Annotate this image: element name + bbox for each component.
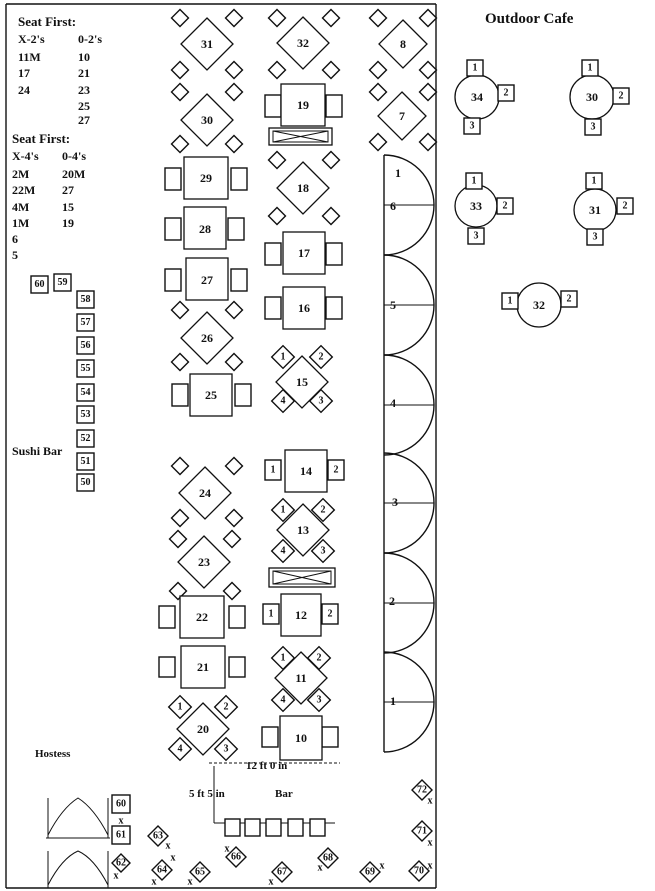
outdoor-table-32[interactable] — [502, 283, 577, 327]
seat-number: 1 — [177, 701, 183, 713]
service-station — [269, 568, 335, 587]
x-marker: x — [224, 843, 230, 855]
legend-item: 15 — [62, 200, 74, 214]
table-30[interactable] — [172, 84, 243, 153]
table-number: 32 — [533, 298, 545, 312]
legend-item: 24 — [18, 83, 30, 97]
table-number: 19 — [297, 98, 309, 112]
table-number: 31 — [589, 203, 601, 217]
booth-3: 3 — [392, 495, 398, 509]
booth-labels[interactable] — [389, 166, 401, 708]
seat-number: 3 — [473, 230, 479, 242]
bar-stool[interactable] — [245, 819, 260, 836]
outdoor-table-34[interactable] — [455, 60, 514, 134]
table-number: 26 — [201, 331, 213, 345]
table-22[interactable] — [159, 596, 245, 638]
sushi-seat-number: 55 — [80, 363, 91, 374]
table-10[interactable] — [262, 716, 338, 760]
seat-number: 2 — [622, 200, 628, 212]
legend-item: 6 — [12, 232, 18, 246]
seat-number: 3 — [590, 121, 596, 133]
seat-number: 2 — [566, 293, 572, 305]
svg-text:62: 62 — [116, 857, 126, 869]
table-25[interactable] — [172, 374, 251, 416]
table-number: 8 — [400, 37, 406, 51]
seat-number: 2 — [318, 351, 324, 363]
seat-number: 3 — [223, 743, 229, 755]
seat-number: 3 — [316, 694, 322, 706]
table-number: 25 — [205, 388, 217, 402]
seat-number: 1 — [587, 62, 593, 74]
svg-text:68: 68 — [323, 852, 333, 864]
svg-text:72: 72 — [417, 784, 427, 796]
seat-number: 2 — [223, 701, 229, 713]
table-number: 33 — [470, 199, 482, 213]
table-number: 13 — [297, 523, 309, 537]
x-marker: x — [268, 876, 274, 888]
seat-number: 2 — [503, 87, 509, 99]
seat-number: 2 — [333, 464, 339, 476]
bar-stool[interactable] — [288, 819, 303, 836]
legend-item: 22M — [12, 183, 36, 197]
x-marker: x — [317, 862, 323, 874]
svg-text:61: 61 — [116, 829, 126, 841]
bar-stool[interactable] — [310, 819, 325, 836]
sushi-bar-seats[interactable] — [31, 274, 94, 491]
table-16[interactable] — [265, 287, 342, 329]
svg-text:67: 67 — [277, 866, 287, 878]
sushi-seat-number: 54 — [80, 387, 91, 398]
table-number: 10 — [295, 731, 307, 745]
table-number: 22 — [196, 610, 208, 624]
hostess-label: Hostess — [35, 748, 71, 760]
table-32[interactable] — [269, 10, 340, 79]
table-number: 23 — [198, 555, 210, 569]
legend-item: 19 — [62, 216, 74, 230]
booth-1-upper: 1 — [395, 166, 401, 180]
x-marker: x — [151, 876, 157, 888]
outdoor-cafe-title: Outdoor Cafe — [485, 11, 574, 27]
seat-number: 2 — [320, 504, 326, 516]
seat-number: 4 — [280, 395, 286, 407]
seat-first-2s-legend — [18, 14, 102, 127]
table-number: 12 — [295, 608, 307, 622]
table-number: 11 — [295, 671, 307, 685]
sushi-seat-number: 58 — [80, 294, 91, 305]
svg-text:71: 71 — [417, 825, 427, 837]
sushi-seat-number: 56 — [80, 340, 91, 351]
bar-stool[interactable] — [266, 819, 281, 836]
x-marker: x — [379, 860, 385, 872]
legend-item: 1M — [12, 216, 30, 230]
bar-area — [189, 760, 340, 836]
table-29[interactable] — [165, 157, 247, 199]
x-marker: x — [427, 860, 433, 872]
seat-number: 3 — [469, 120, 475, 132]
seat-number: 1 — [507, 295, 513, 307]
table-28[interactable] — [165, 207, 244, 249]
table-12[interactable] — [263, 594, 338, 636]
legend-item: 23 — [78, 83, 90, 97]
x-marker: x — [187, 876, 193, 888]
seat-number: 3 — [318, 395, 324, 407]
sushi-seat-number: 53 — [80, 409, 91, 420]
bar-label: Bar — [275, 788, 293, 800]
svg-text:64: 64 — [157, 864, 167, 876]
x-marker: x — [427, 837, 433, 849]
table-26[interactable] — [172, 302, 243, 371]
x-marker: x — [170, 852, 176, 864]
table-number: 30 — [586, 90, 598, 104]
legend-item: 11M — [18, 50, 41, 64]
seat-number: 4 — [177, 743, 183, 755]
table-14[interactable] — [265, 450, 344, 492]
table-number: 30 — [201, 113, 213, 127]
legend-heading: Seat First: — [18, 14, 77, 29]
entrance-doors — [46, 798, 110, 888]
legend-col1-header: X-4's — [12, 149, 39, 163]
table-23[interactable] — [170, 531, 241, 600]
table-17[interactable] — [265, 232, 342, 274]
table-number: 27 — [201, 273, 213, 287]
legend-item: 21 — [78, 66, 90, 80]
legend-item: 25 — [78, 99, 90, 113]
booth-2: 2 — [389, 594, 395, 608]
x-marker: x — [427, 795, 433, 807]
legend-heading: Seat First: — [12, 131, 71, 146]
dimension-5ft: 5 ft 5 in — [189, 788, 225, 800]
table-19[interactable] — [265, 84, 342, 126]
sushi-seat-number: 51 — [80, 456, 91, 467]
table-number: 15 — [296, 375, 308, 389]
booth-6: 6 — [390, 199, 396, 213]
table-21[interactable] — [159, 646, 245, 688]
booth-5: 5 — [390, 298, 396, 312]
sushi-seat-number: 59 — [57, 277, 68, 288]
outdoor-table-33[interactable] — [455, 173, 513, 244]
sushi-bar-label: Sushi Bar — [12, 444, 63, 458]
table-number: 14 — [300, 464, 312, 478]
seat-number: 2 — [316, 652, 322, 664]
table-31[interactable] — [172, 10, 243, 79]
table-number: 18 — [297, 181, 309, 195]
svg-text:60: 60 — [116, 798, 126, 810]
svg-text:63: 63 — [153, 830, 163, 842]
table-7[interactable] — [370, 84, 437, 151]
legend-item: 27 — [78, 113, 90, 127]
x-marker: x — [118, 815, 124, 827]
legend-item: 2M — [12, 167, 30, 181]
table-27[interactable] — [165, 258, 247, 300]
table-8[interactable] — [370, 10, 437, 79]
legend-item: 5 — [12, 248, 18, 262]
svg-text:69: 69 — [365, 866, 375, 878]
sushi-seat-number: 52 — [80, 433, 91, 444]
table-number: 31 — [201, 37, 213, 51]
legend-col1-header: X-2's — [18, 32, 45, 46]
seat-number: 1 — [471, 175, 477, 187]
sushi-seat-number: 57 — [80, 317, 91, 328]
table-number: 34 — [471, 90, 483, 104]
table-number: 20 — [197, 722, 209, 736]
table-number: 17 — [298, 246, 310, 260]
table-24[interactable] — [172, 458, 243, 527]
dimension-12ft: 12 ft 0 in — [246, 760, 288, 772]
seat-number: 4 — [280, 545, 286, 557]
seat-number: 1 — [280, 351, 286, 363]
table-11[interactable] — [272, 647, 331, 712]
svg-text:65: 65 — [195, 866, 205, 878]
legend-col2-header: 0-4's — [62, 149, 86, 163]
legend-item: 17 — [18, 66, 30, 80]
seat-number: 1 — [280, 504, 286, 516]
table-number: 29 — [200, 171, 212, 185]
booths — [384, 155, 434, 752]
outdoor-table-31[interactable] — [574, 173, 633, 245]
seat-number: 1 — [591, 175, 597, 187]
table-number: 16 — [298, 301, 310, 315]
booth-1-lower: 1 — [390, 694, 396, 708]
table-number: 32 — [297, 36, 309, 50]
bar-stool[interactable] — [225, 819, 240, 836]
legend-item: 27 — [62, 183, 74, 197]
legend-item: 20M — [62, 167, 86, 181]
service-station — [269, 128, 332, 145]
sushi-seat-number: 50 — [80, 477, 91, 488]
table-number: 28 — [199, 222, 211, 236]
seat-number: 2 — [618, 90, 624, 102]
svg-text:66: 66 — [231, 851, 241, 863]
seat-number: 1 — [268, 608, 274, 620]
seat-number: 2 — [502, 200, 508, 212]
seat-number: 1 — [280, 652, 286, 664]
seat-number: 3 — [592, 231, 598, 243]
outdoor-table-30[interactable] — [570, 60, 629, 135]
sushi-seat-number: 60 — [34, 279, 45, 290]
legend-item: 4M — [12, 200, 30, 214]
table-number: 21 — [197, 660, 209, 674]
table-number: 7 — [399, 109, 405, 123]
svg-text:70: 70 — [414, 865, 424, 877]
table-18[interactable] — [269, 152, 340, 225]
legend-item: 10 — [78, 50, 90, 64]
legend-col2-header: 0-2's — [78, 32, 102, 46]
table-number: 24 — [199, 486, 211, 500]
booth-4: 4 — [390, 396, 396, 410]
x-marker: x — [165, 840, 171, 852]
seat-number: 3 — [320, 545, 326, 557]
seat-number: 2 — [327, 608, 333, 620]
x-marker: x — [113, 870, 119, 882]
table-15[interactable] — [272, 346, 333, 413]
seat-first-4s-legend — [12, 131, 86, 262]
seat-number: 1 — [472, 62, 478, 74]
seat-number: 4 — [280, 694, 286, 706]
table-13[interactable] — [272, 499, 335, 563]
table-20[interactable] — [169, 696, 238, 761]
seat-number: 1 — [270, 464, 276, 476]
